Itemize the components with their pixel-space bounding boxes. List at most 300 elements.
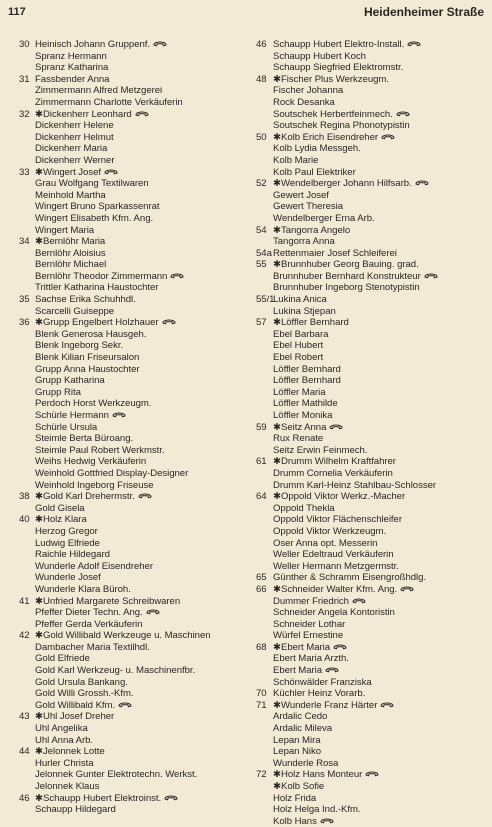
resident-entry: Weller Edeltraud Verkäuferin [273, 549, 394, 561]
resident-entry: Zimmermann Alfred Metzgerei [35, 85, 163, 97]
directory-entry [256, 201, 488, 213]
directory-entry [19, 526, 244, 538]
directory-entry [19, 758, 244, 770]
resident-entry: ✱Holz Klara [35, 514, 87, 526]
directory-entry [19, 109, 244, 121]
telephone-icon [407, 40, 421, 47]
resident-entry: Dambacher Maria Textilhdl. [35, 641, 150, 653]
directory-entry [256, 735, 488, 747]
directory-entry [19, 178, 244, 190]
directory-entry [19, 642, 244, 654]
resident-entry: Trittler Katharina Haustochter [35, 282, 159, 294]
resident-entry: Raichle Hildegard [35, 549, 110, 561]
directory-entry [256, 630, 488, 642]
directory-entry [256, 387, 488, 399]
house-number: 72 [256, 769, 267, 781]
resident-entry: Schönwälder Franziska [273, 676, 372, 688]
directory-entry [256, 816, 488, 827]
directory-entry [19, 735, 244, 747]
house-number: 35 [19, 294, 30, 306]
resident-entry: Rock Desanka [273, 96, 335, 108]
right-column [256, 39, 488, 827]
directory-entry [19, 723, 244, 735]
resident-entry: Wendelberger Erna Arb. [273, 212, 375, 224]
telephone-icon [424, 272, 438, 279]
directory-entry [19, 352, 244, 364]
resident-entry: Bernlöhr Theodor Zimmermann [35, 271, 184, 283]
resident-entry: Weller Hermann Metzgermstr. [273, 560, 399, 572]
resident-entry: Perdoch Horst Werkzeugm. [35, 398, 152, 410]
directory-entry [256, 352, 488, 364]
directory-entry [19, 561, 244, 573]
house-number: 38 [19, 491, 30, 503]
directory-entry [19, 572, 244, 584]
house-number: 71 [256, 699, 267, 711]
resident-entry: Pfeffer Gerda Verkäuferin [35, 618, 143, 630]
directory-entry [256, 445, 488, 457]
directory-entry [256, 607, 488, 619]
resident-entry: Schneider Angela Kontoristin [273, 607, 395, 619]
directory-entry [256, 62, 488, 74]
directory-entry [256, 456, 488, 468]
resident-entry: Soutschek Herbertfeinmech. [273, 109, 410, 121]
resident-entry: Sachse Erika Schuhhdl. [35, 294, 136, 306]
resident-entry: Oppold Thekla [273, 502, 335, 514]
resident-entry: Kolb Marie [273, 154, 319, 166]
directory-entry [19, 422, 244, 434]
resident-entry: Löffler Mathilde [273, 398, 338, 410]
house-number: 48 [256, 73, 267, 85]
resident-entry: Meinhold Martha [35, 189, 106, 201]
directory-entry [256, 804, 488, 816]
directory-entry [256, 306, 488, 318]
house-number: 32 [19, 108, 30, 120]
directory-entry [256, 225, 488, 237]
resident-entry: ✱Wunderle Franz Härter [273, 700, 394, 712]
resident-entry: Bernlöhr Michael [35, 259, 107, 271]
house-number: 42 [19, 630, 30, 642]
page-number: 117 [8, 6, 26, 18]
resident-entry: Löffler Maria [273, 386, 326, 398]
telephone-icon [135, 110, 149, 117]
directory-entry [19, 97, 244, 109]
house-number: 55/1 [256, 294, 275, 306]
resident-entry: ✱Kolb Sofie [273, 781, 325, 792]
directory-entry [256, 677, 488, 689]
directory-entry [256, 642, 488, 654]
directory-entry [19, 700, 244, 712]
resident-entry: Scarcelli Guiseppe [35, 305, 115, 317]
directory-entry [19, 375, 244, 387]
directory-entry [19, 201, 244, 213]
directory-entry [256, 375, 488, 387]
house-number: 36 [19, 317, 30, 329]
resident-entry: ✱Seitz Anna [273, 422, 343, 434]
resident-entry: Grau Wolfgang Textilwaren [35, 178, 149, 190]
directory-entry [19, 340, 244, 352]
directory-entry [256, 410, 488, 422]
resident-entry: Ebel Robert [273, 352, 324, 364]
directory-entry [19, 410, 244, 422]
directory-entry [19, 746, 244, 758]
resident-entry: Soutschek Regina Phonotypistin [273, 120, 410, 132]
directory-entry [256, 769, 488, 781]
resident-entry: Wunderle Klara Büroh. [35, 583, 131, 595]
resident-entry: Würfel Ernestine [273, 630, 344, 642]
directory-entry [256, 398, 488, 410]
resident-entry: Rettenmaier Josef Schleiferei [273, 247, 397, 259]
resident-entry: Löffler Bernhard [273, 363, 341, 375]
resident-entry: Fischer Johanna [273, 85, 344, 97]
street-title: Heidenheimer Straße [363, 5, 484, 19]
house-number: 54 [256, 224, 267, 236]
resident-entry: Herzog Gregor [35, 525, 98, 537]
directory-entry [256, 781, 488, 793]
resident-entry: Uhl Anna Arb. [35, 734, 94, 746]
telephone-icon [352, 597, 366, 604]
resident-entry: Gold Gisela [35, 502, 85, 514]
resident-entry: Tangorra Anna [273, 236, 335, 248]
directory-entry [19, 503, 244, 515]
directory-entry [256, 271, 488, 283]
resident-entry: Schneider Lothar [273, 618, 346, 630]
resident-entry: Steimle Berta Büroang. [35, 433, 134, 445]
directory-entry [19, 387, 244, 399]
resident-entry: Gewert Josef [273, 189, 329, 201]
directory-entry [19, 62, 244, 74]
house-number: 59 [256, 421, 267, 433]
directory-entry [256, 665, 488, 677]
resident-entry: Wunderle Rosa [273, 757, 339, 769]
directory-entry [19, 804, 244, 816]
resident-entry: Kolb Hans [273, 816, 334, 827]
telephone-icon [104, 168, 118, 175]
directory-entry [256, 143, 488, 155]
telephone-icon [320, 817, 334, 824]
directory-entry [19, 584, 244, 596]
resident-entry: Blenk Generosa Hausgeh. [35, 328, 147, 340]
resident-entry: Dickenherr Helene [35, 120, 114, 132]
directory-entry [19, 74, 244, 86]
directory-entry [256, 526, 488, 538]
resident-entry: ✱Tangorra Angelo [273, 224, 351, 236]
resident-entry: ✱Fischer Plus Werkzeugm. [273, 73, 389, 85]
directory-entry [19, 456, 244, 468]
resident-entry: Ardalic Mileva [273, 723, 333, 735]
resident-entry: ✱Schneider Walter Kfm. Ang. [273, 584, 414, 596]
resident-entry: Wingert Elisabeth Kfm. Ang. [35, 212, 154, 224]
resident-entry: ✱Unfried Margarete Schreibwaren [35, 595, 181, 607]
house-number: 46 [19, 792, 30, 804]
directory-entry [19, 549, 244, 561]
house-number: 46 [256, 39, 267, 50]
resident-entry: Gold Willi Grossh.-Kfm. [35, 688, 134, 700]
directory-entry [19, 781, 244, 793]
resident-entry: Weihs Hedwig Verkäuferin [35, 456, 147, 468]
directory-entry [19, 190, 244, 202]
resident-entry: Holz Helga Ind.-Kfm. [273, 804, 361, 816]
directory-entry [19, 167, 244, 179]
house-number: 41 [19, 595, 30, 607]
resident-entry: Oppold Viktor Flächenschleifer [273, 514, 402, 526]
directory-entry [256, 294, 488, 306]
resident-entry: Steimle Paul Robert Werkmstr. [35, 444, 165, 456]
resident-entry: Lepan Niko [273, 746, 322, 758]
resident-entry: Drumm Karl-Heinz Stahlbau-Schlosser [273, 479, 436, 491]
resident-entry: Holz Frida [273, 792, 317, 804]
directory-entry [19, 225, 244, 237]
directory-entry [256, 213, 488, 225]
resident-entry: Jelonnek Gunter Elektrotechn. Werkst. [35, 769, 198, 781]
resident-entry: ✱Kolb Erich Eisendreher [273, 132, 395, 144]
resident-entry: Spranz Katharina [35, 62, 109, 74]
house-number: 65 [256, 572, 267, 584]
directory-entry [256, 329, 488, 341]
directory-entry [256, 549, 488, 561]
resident-entry: ✱Schaupp Hubert Elektroinst. [35, 793, 178, 805]
resident-entry: Lukina Stjepan [273, 305, 336, 317]
directory-entry [256, 259, 488, 271]
resident-entry: Spranz Hermann [35, 50, 107, 62]
resident-entry: Drumm Cornelia Verkäuferin [273, 467, 393, 479]
directory-entry [19, 236, 244, 248]
resident-entry: ✱Holz Hans Monteur [273, 769, 379, 781]
resident-entry: ✱Wingert Josef [35, 167, 118, 179]
telephone-icon [396, 110, 410, 117]
resident-entry: Grupp Katharina [35, 375, 105, 387]
directory-entry [256, 503, 488, 515]
directory-entry [256, 364, 488, 376]
directory-entry [19, 364, 244, 376]
directory-entry [19, 213, 244, 225]
directory-entry [19, 445, 244, 457]
resident-entry: Blenk Kilian Friseursalon [35, 352, 140, 364]
resident-entry: Schürle Ursula [35, 421, 98, 433]
directory-entry [256, 178, 488, 190]
directory-entry [256, 51, 488, 63]
resident-entry: Gold Karl Werkzeug- u. Maschinenfbr. [35, 665, 196, 677]
resident-entry: Wunderle Josef [35, 572, 101, 584]
resident-entry: ✱Jelonnek Lotte [35, 746, 105, 758]
directory-entry [256, 711, 488, 723]
directory-entry [19, 769, 244, 781]
directory-entry [19, 282, 244, 294]
telephone-icon [153, 40, 167, 47]
resident-entry: Lepan Mira [273, 734, 321, 746]
resident-entry: Ebert Maria Arzth. [273, 653, 349, 665]
resident-entry: Lukina Anica [273, 294, 327, 306]
directory-entry [19, 433, 244, 445]
page-header [8, 6, 484, 22]
house-number: 55 [256, 259, 267, 271]
house-number: 40 [19, 514, 30, 526]
resident-entry: ✱Drumm Wilhelm Kraftfahrer [273, 456, 396, 468]
house-number: 61 [256, 456, 267, 468]
resident-entry: Wingert Maria [35, 224, 95, 236]
directory-entry [256, 596, 488, 608]
resident-entry: Ebel Hubert [273, 340, 324, 352]
resident-entry: Uhl Angelika [35, 723, 88, 735]
directory-entry [256, 468, 488, 480]
directory-entry [19, 688, 244, 700]
directory-entry [256, 422, 488, 434]
house-number: 66 [256, 583, 267, 595]
directory-entry [256, 282, 488, 294]
directory-entry [19, 480, 244, 492]
resident-entry: Heinisch Johann Gruppenf. [35, 39, 167, 51]
directory-entry [19, 793, 244, 805]
resident-entry: ✱Löffler Bernhard [273, 317, 349, 329]
resident-entry: Fassbender Anna [35, 73, 110, 85]
directory-entry [256, 480, 488, 492]
directory-entry [256, 793, 488, 805]
directory-entry [19, 143, 244, 155]
directory-entry [256, 190, 488, 202]
resident-entry: Zimmermann Charlotte Verkäuferin [35, 96, 183, 108]
house-number: 57 [256, 317, 267, 329]
directory-entry [19, 630, 244, 642]
telephone-icon [325, 666, 339, 673]
directory-entry [256, 561, 488, 573]
directory-entry [256, 167, 488, 179]
resident-entry: Dickenherr Maria [35, 143, 108, 155]
resident-entry: Schaupp Hubert Elektro-Install. [273, 39, 421, 51]
directory-entry [256, 514, 488, 526]
resident-entry: Weinhold Gottfried Display-Designer [35, 467, 189, 479]
resident-entry: Brunnhuber Ingeborg Stenotypistin [273, 282, 420, 294]
resident-entry: ✱Gold Karl Drehermstr. [35, 491, 152, 503]
resident-entry: Wingert Bruno Sparkassenrat [35, 201, 160, 213]
resident-entry: ✱Bernlöhr Maria [35, 236, 106, 248]
directory-entry [256, 758, 488, 770]
telephone-icon [118, 701, 132, 708]
resident-entry: Dickenherr Helmut [35, 131, 114, 143]
telephone-icon [381, 133, 395, 140]
directory-entry [19, 468, 244, 480]
resident-entry: Ebel Barbara [273, 328, 329, 340]
directory-entry [19, 711, 244, 723]
resident-entry: Schaupp Siegfried Elektromstr. [273, 62, 404, 74]
directory-entry [256, 74, 488, 86]
resident-entry: Blenk Ingeborg Sekr. [35, 340, 124, 352]
resident-entry: Löffler Bernhard [273, 375, 341, 387]
house-number: 30 [19, 39, 30, 50]
house-number: 43 [19, 711, 30, 723]
house-number: 44 [19, 746, 30, 758]
resident-entry: Pfeffer Dieter Techn. Ang. [35, 607, 160, 619]
directory-entry [19, 155, 244, 167]
resident-entry: Grupp Anna Haustochter [35, 363, 140, 375]
house-number: 33 [19, 166, 30, 178]
directory-entry [256, 248, 488, 260]
house-number: 52 [256, 178, 267, 190]
directory-entry [256, 85, 488, 97]
house-number: 54a [256, 247, 272, 259]
telephone-icon [333, 643, 347, 650]
directory-entry [256, 132, 488, 144]
telephone-icon [365, 770, 379, 777]
resident-entry: Rux Renate [273, 433, 324, 445]
house-number: 50 [256, 131, 267, 143]
directory-entry [256, 317, 488, 329]
resident-entry: Oppold Viktor Werkzeugm. [273, 525, 387, 537]
resident-entry: Günther & Schramm Eisengroßhdlg. [273, 572, 427, 584]
directory-entry [19, 329, 244, 341]
resident-entry: Ardalic Cedo [273, 711, 328, 723]
resident-entry: ✱Oppold Viktor Werkz.-Macher [273, 491, 406, 503]
directory-entry [19, 596, 244, 608]
directory-entry [19, 607, 244, 619]
directory-entry [256, 340, 488, 352]
resident-entry: Brunnhuber Bernhard Konstrukteur [273, 271, 438, 283]
directory-entry [256, 746, 488, 758]
directory-entry [19, 653, 244, 665]
house-number: 64 [256, 491, 267, 503]
telephone-icon [329, 423, 343, 430]
telephone-icon [170, 272, 184, 279]
directory-entry [19, 677, 244, 689]
resident-entry: Schaupp Hubert Koch [273, 50, 366, 62]
resident-entry: ✱Brunnhuber Georg Bauing. grad. [273, 259, 419, 271]
directory-entry [19, 39, 244, 51]
resident-entry: Grupp Rita [35, 386, 81, 398]
telephone-icon [415, 179, 429, 186]
telephone-icon [112, 411, 126, 418]
resident-entry: ✱Gold Willibald Werkzeuge u. Maschinen [35, 630, 211, 642]
resident-entry: ✱Grupp Engelbert Holzhauer [35, 317, 176, 329]
directory-entry [19, 271, 244, 283]
directory-entry [256, 584, 488, 596]
directory-entry [19, 51, 244, 63]
directory-entry [19, 132, 244, 144]
directory-entry [256, 120, 488, 132]
house-number: 68 [256, 641, 267, 653]
house-number: 34 [19, 236, 30, 248]
directory-entry [256, 572, 488, 584]
telephone-icon [400, 585, 414, 592]
directory-entry [256, 619, 488, 631]
resident-entry: Kolb Lydia Messgeh. [273, 143, 361, 155]
resident-entry: Küchler Heinz Vorarb. [273, 688, 366, 700]
resident-entry: Gold Ursula Bankang. [35, 676, 128, 688]
resident-entry: ✱Dickenherr Leonhard [35, 109, 149, 121]
resident-entry: Jelonnek Klaus [35, 781, 100, 792]
resident-entry: ✱Ebert Maria [273, 642, 347, 654]
directory-entry [19, 317, 244, 329]
directory-entry [19, 398, 244, 410]
directory-entry [19, 514, 244, 526]
resident-entry: ✱Wendelberger Johann Hilfsarb. [273, 178, 429, 190]
directory-entry [19, 85, 244, 97]
directory-entry [256, 236, 488, 248]
resident-entry: Kolb Paul Elektriker [273, 166, 356, 178]
resident-entry: Gold Elfriede [35, 653, 90, 665]
directory-entry [19, 248, 244, 260]
resident-entry: Ludwig Elfriede [35, 537, 100, 549]
directory-entry [256, 723, 488, 735]
resident-entry: Bernlöhr Aloisius [35, 247, 106, 259]
directory-entry [19, 306, 244, 318]
directory-entry [256, 491, 488, 503]
resident-entry: Seitz Erwin Feinmech. [273, 444, 368, 456]
directory-entry [19, 294, 244, 306]
telephone-icon [146, 608, 160, 615]
directory-entry [256, 653, 488, 665]
directory-entry [256, 109, 488, 121]
left-column [19, 39, 244, 816]
resident-entry: Weinhold Ingeborg Friseuse [35, 479, 154, 491]
resident-entry: Dickenherr Werner [35, 154, 115, 166]
